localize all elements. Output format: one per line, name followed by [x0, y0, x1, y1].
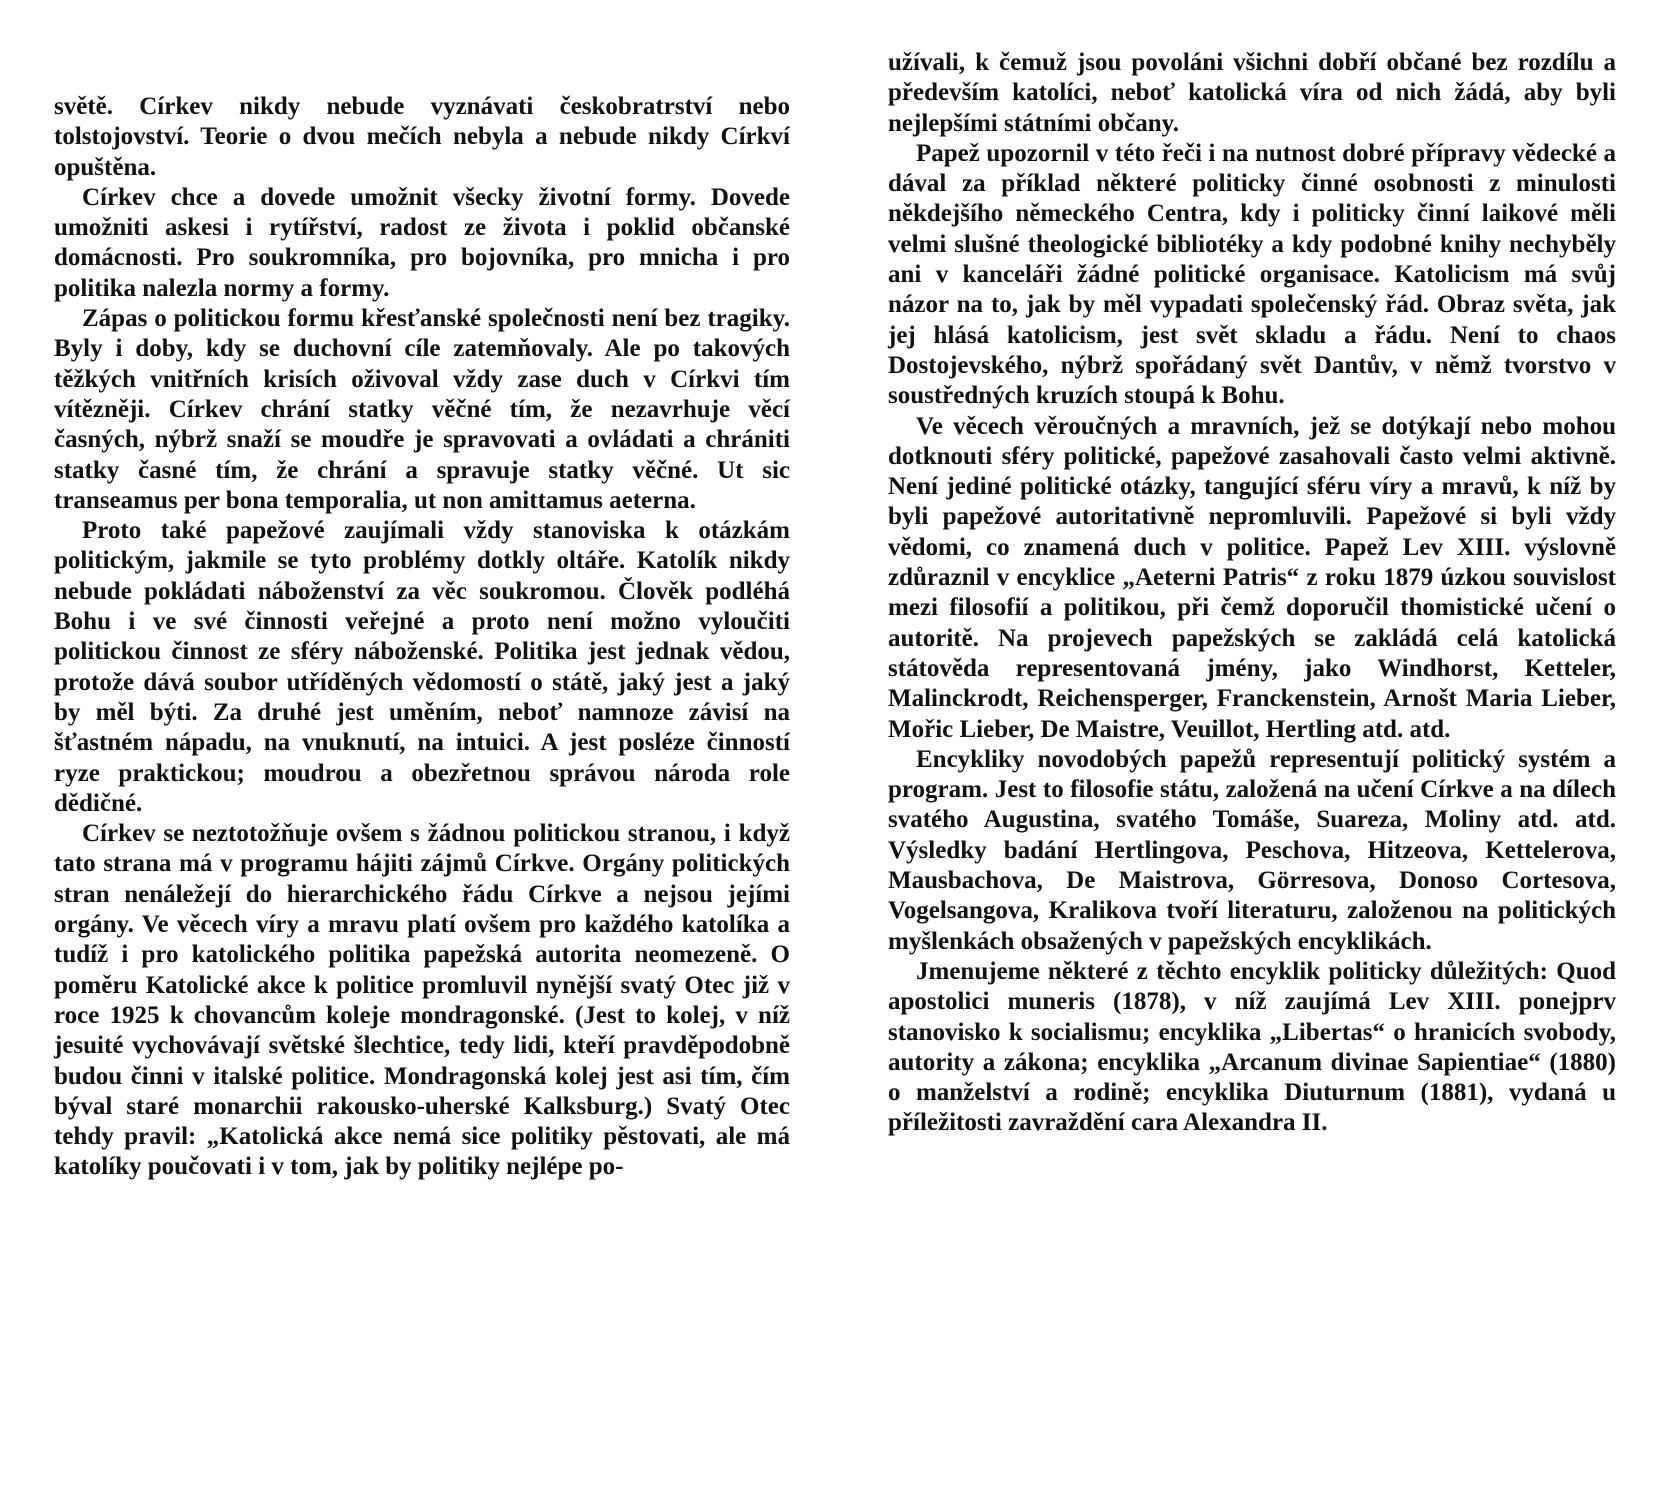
paragraph: Církev chce a dovede umožnit všecky životní formy. Dovede umožniti askesi i rytířství, radost ze života i poklid občanské domácnosti. Pro soukromníka, pro bojovníka, pro mnicha i pro politika nalezla normy a formy.	[54, 183, 790, 302]
paragraph: Církev se neztotožňuje ovšem s žádnou politickou stranou, i když tato strana má v programu hájiti zájmů Církve. Orgány politických stran nenáležejí do hierarchického řádu Církve a nejsou jejími orgány. Ve věcech víry a mravu platí ovšem pro každého katolíka a tudíž i pro katolického politika papežská autorita neomezeně. O poměru Katolické akce k politice promluvil nynější svatý Otec již v roce 1925 k chovancům koleje mondragonské. (Jest to kolej, v níž jesuité vychovávají světské šlechtice, tedy lidi, kteří pravděpodobně budou činni v italské politice. Mondragonská kolej jest asi tím, čím býval staré monarchii rakousko-uherské Kalksburg.) Svatý Otec tehdy pravil: „Katolická akce nemá sice politiky pěstovati, ale má katolíky poučovati i v tom, jak by politiky nejlépe po-	[54, 820, 790, 1181]
paragraph: užívali, k čemuž jsou povoláni všichni dobří občané bez rozdílu a především katolíci, neboť katolická víra od nich žádá, aby byli nejlepšími státními občany.	[888, 49, 1616, 137]
left-column	[54, 92, 790, 1183]
paragraph: Papež upozornil v této řeči i na nutnost dobré přípravy vědecké a dával za příklad některé politicky činné osobnosti z minulosti někdejšího německého Centra, kdy i politicky činní laikové měli velmi slušné theologické bibliotéky a kdy podobné knihy nechyběly ani v kanceláři žádné politické organisace. Katolicism má svůj názor na to, jak by měl vypadati společenský řád. Obraz světa, jak jej hlásá katolicism, jest svět skladu a řádu. Není to chaos Dostojevského, nýbrž spořádaný svět Dantův, v němž tvorstvo v soustředných kruzích stoupá k Bohu.	[888, 139, 1616, 410]
paragraph: Encykliky novodobých papežů representují politický systém a program. Jest to filosofie státu, založená na učení Církve a na dílech svatého Augustina, svatého Tomáše, Suareza, Moliny atd. atd. Výsledky badání Hertlingova, Peschova, Hitzeova, Kettelerova, Mausbachova, De Maistrova, Görresova, Donoso Cortesova, Vogelsangova, Kralikova tvoří literaturu, založenou na politických myšlenkách obsažených v papežských encyklikách.	[888, 745, 1616, 955]
paragraph: Jmenujeme některé z těchto encyklik politicky důležitých: Quod apostolici muneris (1878), v níž zaujímá Lev XIII. ponejprv stanovisko k socialismu; encyklika „Libertas“ o hranicích svobody, autority a zákona; encyklika „Arcanum divinae Sapientiae“ (1880) o manželství a rodině; encyklika Diuturnum (1881), vydaná u příležitosti zavraždění cara Alexandra II.	[888, 957, 1616, 1137]
paragraph: Ve věcech věroučných a mravních, jež se dotýkají nebo mohou dotknouti sféry politické, papežové zasahovali často velmi aktivně. Není jediné politické otázky, tangující sféru víry a mravů, k níž by byli papežové autoritativně nepromluvili. Papežové si byli vždy vědomi, co znamená duch v politice. Papež Lev XIII. výslovně zdůraznil v encyklice „Aeterni Patris“ z roku 1879 úzkou souvislost mezi filosofií a politikou, při čemž doporučil thomistické učení o autoritě. Na projevech papežských se zakládá celá katolická státověda representovaná jmény, jako Windhorst, Ketteler, Malinckrodt, Reichensperger, Franckenstein, Arnošt Maria Lieber, Mořic Lieber, De Maistre, Veuillot, Hertling atd. atd.	[888, 412, 1616, 743]
paragraph: Zápas o politickou formu křesťanské společnosti není bez tragiky. Byly i doby, kdy se duchovní cíle zatemňovaly. Ale po takových těžkých vnitřních krisích oživoval vždy zase duch v Církvi tím vítězněji. Církev chrání statky věčné tím, že nezavrhuje věcí časných, nýbrž snaží se moudře je spravovati a ovládati a chrániti statky časné tím, že chrání a spravuje statky věčné. Ut sic transeamus per bona temporalia, ut non amittamus aeterna.	[54, 305, 790, 514]
paragraph: Proto také papežové zaujímali vždy stanoviska k otázkám politickým, jakmile se tyto problémy dotkly oltáře. Katolík nikdy nebude pokládati náboženství za věc soukromou. Člověk podléhá Bohu i ve své činnosti veřejné a proto není možno vyloučiti politickou činnost ze sféry náboženské. Politika jest jednak vědou, protože dává soubor utříděných vědomostí o státě, jaký jest a jaký by měl býti. Za druhé jest uměním, neboť namnoze závisí na šťastném nápadu, na vnuknutí, na intuici. A jest posléze činností ryze praktickou; moudrou a obezřetnou správou národa role dědičné.	[54, 517, 790, 817]
right-column	[888, 48, 1616, 1139]
paragraph: světě. Církev nikdy nebude vyznávati českobratrství nebo tolstojovství. Teorie o dvou mečích nebyla a nebude nikdy Církví opuštěna.	[54, 93, 790, 181]
